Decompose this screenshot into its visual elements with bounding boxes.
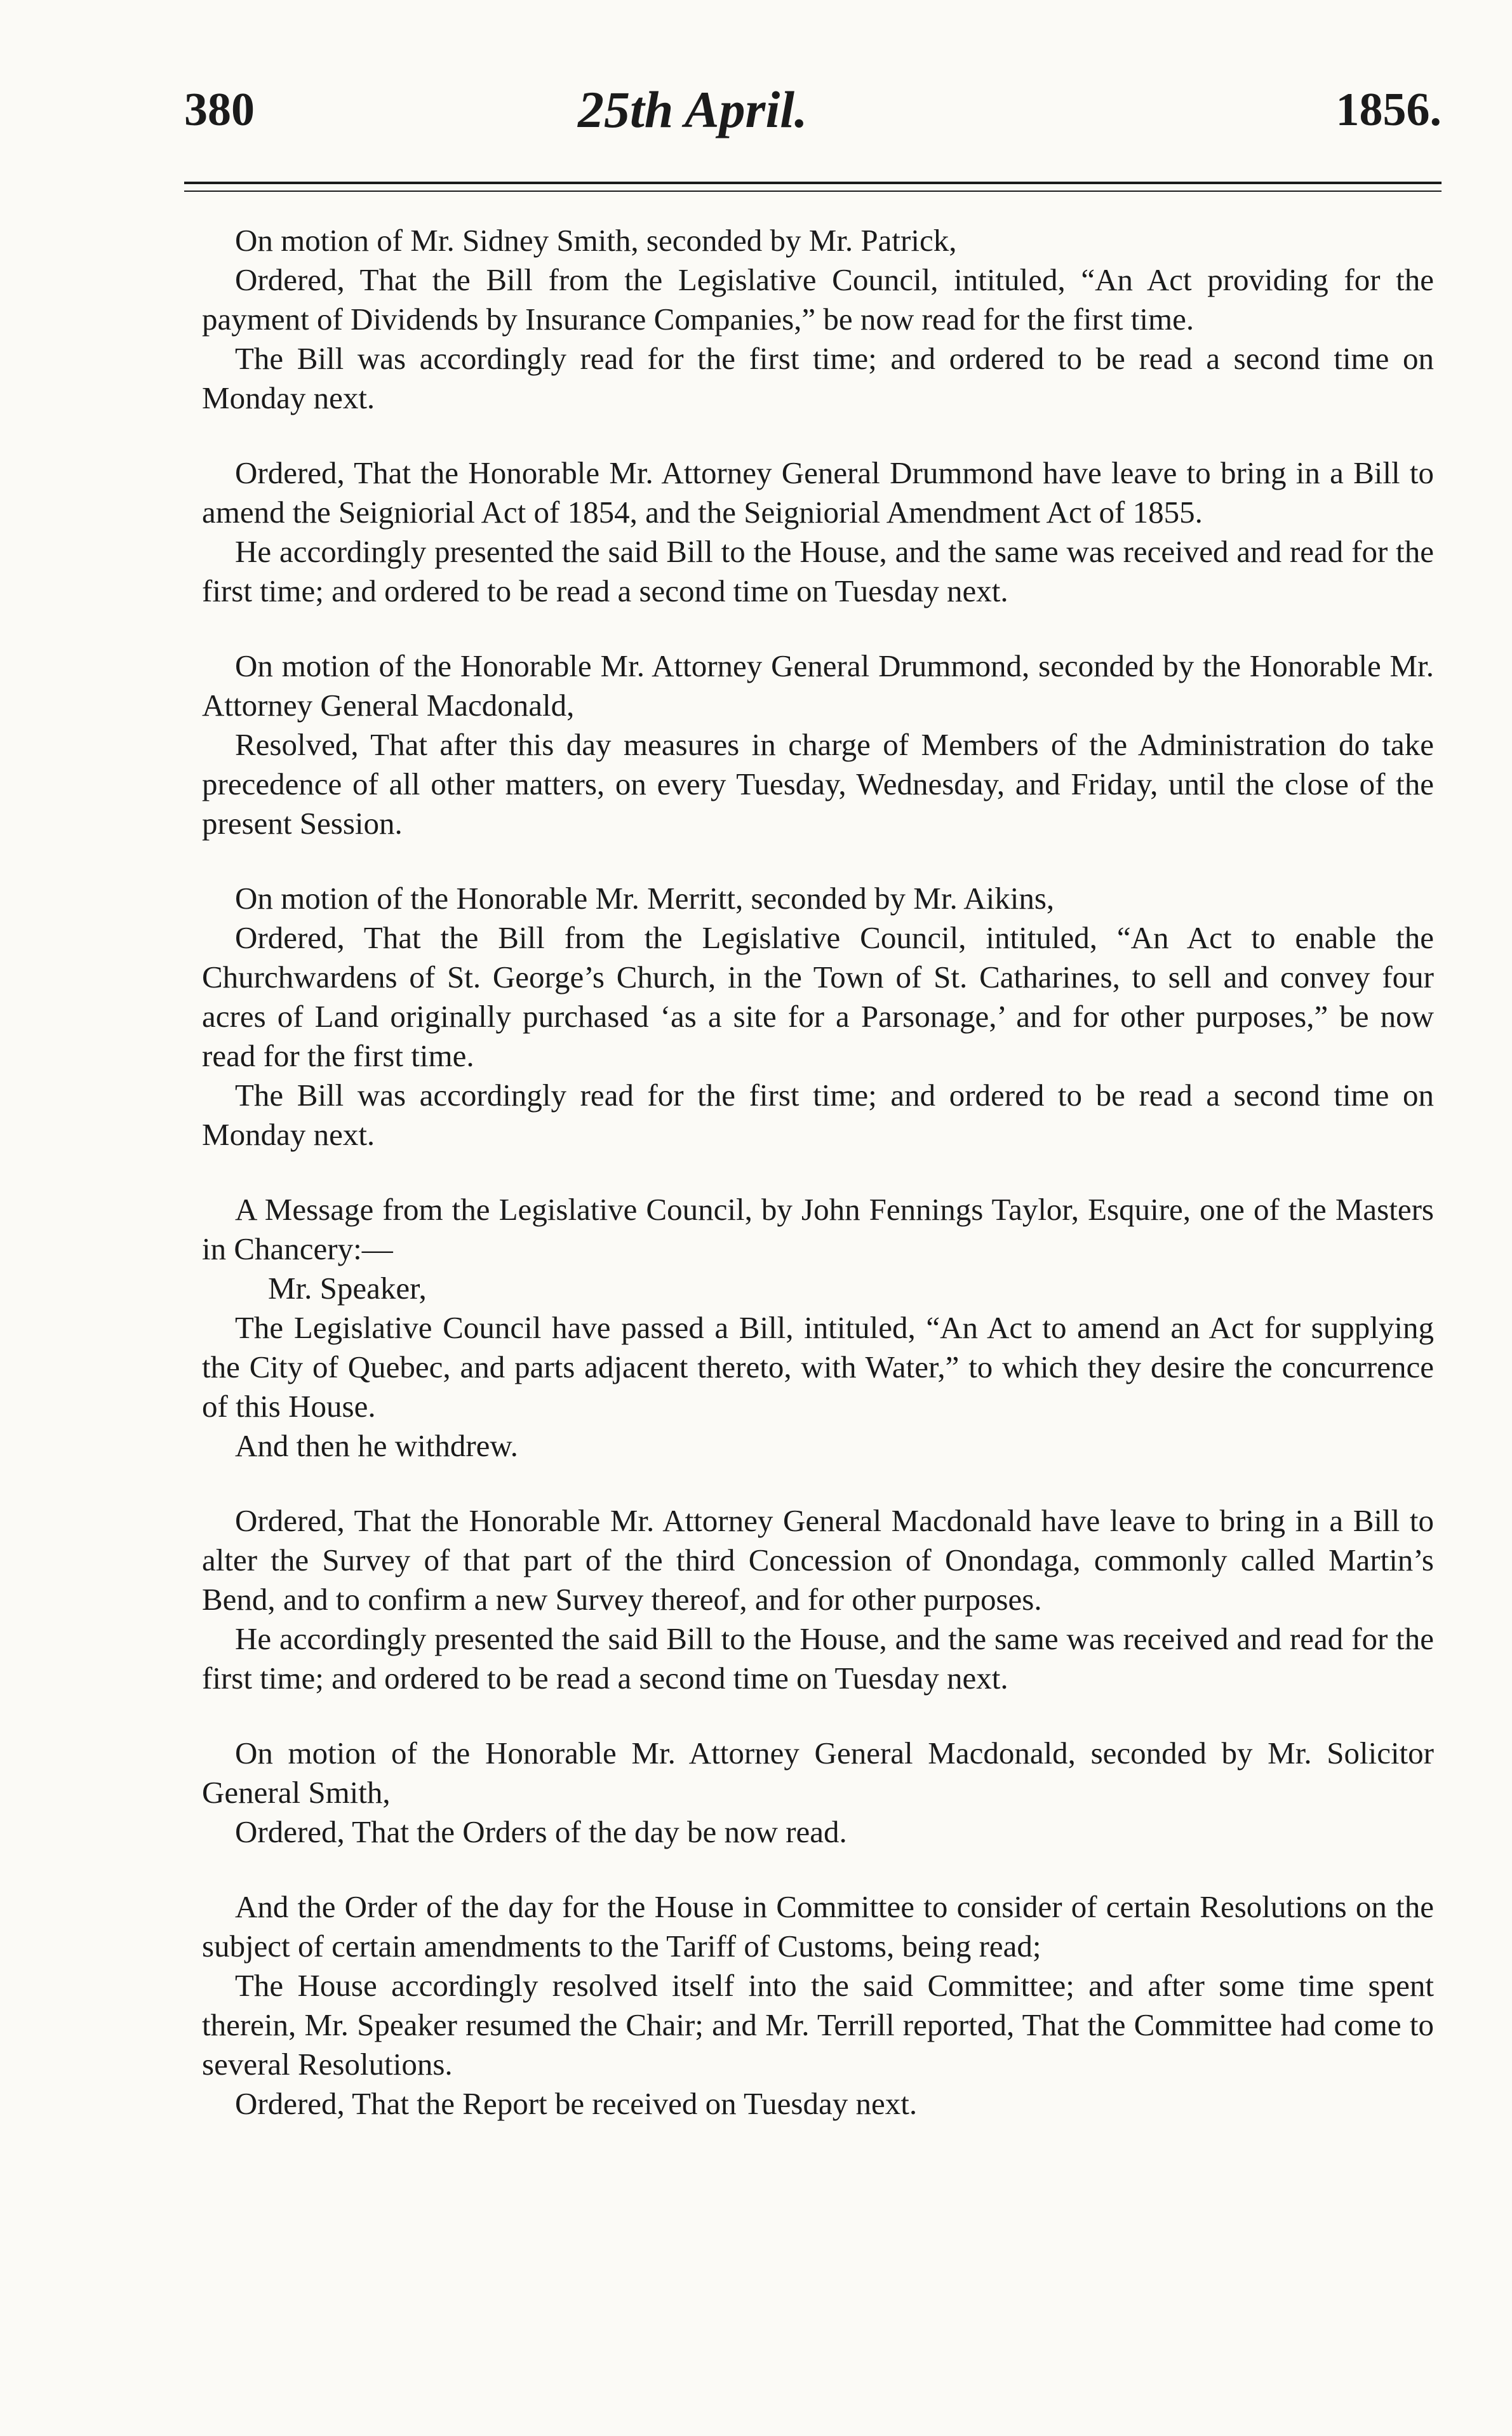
- paragraph: The Legislative Council have passed a Bill, intituled, “An Act to amend an Act for supplying the City of Quebec, and parts adjacent thereto, with Water,” to which they desire the concurrence of this House.: [202, 1310, 1434, 1424]
- paragraph: Mr. Speaker,: [268, 1271, 427, 1306]
- paragraph: On motion of the Honorable Mr. Attorney General Drummond, seconded by the Honorable Mr. Attorney General Macdonald,: [202, 648, 1434, 723]
- paragraph: On motion of Mr. Sidney Smith, seconded by Mr. Patrick,: [235, 223, 957, 258]
- paragraph: Ordered, That the Orders of the day be now read.: [235, 1814, 847, 1849]
- page-number: 380: [184, 84, 255, 136]
- paragraph: Resolved, That after this day measures in charge of Members of the Administration do take precedence of all other matters, on every Tuesday, Wednesday, and Friday, until the close of the present Session.: [202, 727, 1434, 841]
- paragraph: Ordered, That the Report be received on Tuesday next.: [235, 2086, 918, 2121]
- paragraph: The Bill was accordingly read for the first time; and ordered to be read a second time on Monday next.: [202, 341, 1434, 415]
- paragraph: And then he withdrew.: [235, 1428, 518, 1463]
- paragraph: On motion of the Honorable Mr. Attorney General Macdonald, seconded by Mr. Solicitor General Smith,: [202, 1736, 1434, 1810]
- paragraph: Ordered, That the Honorable Mr. Attorney General Macdonald have leave to bring in a Bill to alter the Survey of that part of the third Concession of Onondaga, commonly called Martin’s Bend, and to confirm a new Survey thereof, and for other purposes.: [202, 1503, 1434, 1617]
- page-header: [184, 75, 1442, 145]
- paragraph: A Message from the Legislative Council, by John Fennings Taylor, Esquire, one of the Masters in Chancery:—: [202, 1192, 1434, 1266]
- header-rule-thick: [184, 182, 1442, 184]
- journal-body: [202, 221, 1434, 2124]
- paragraph: The House accordingly resolved itself into the said Committee; and after some time spent therein, Mr. Speaker resumed the Chair; and Mr. Terrill reported, That the Committee had come to several Resolutions.: [202, 1968, 1434, 2082]
- paragraph: And the Order of the day for the House in Committee to consider of certain Resolutions on the subject of certain amendments to the Tariff of Customs, being read;: [202, 1889, 1434, 1964]
- paragraph: Ordered, That the Bill from the Legislative Council, intituled, “An Act to enable the Churchwardens of St. George’s Church, in the Town of St. Catharines, to sell and convey four acres of Land originally purchased ‘as a site for a Parsonage,’ and for other purposes,” be now read for the first time.: [202, 920, 1434, 1073]
- paragraph: He accordingly presented the said Bill to the House, and the same was received and read for the first time; and ordered to be read a second time on Tuesday next.: [202, 1621, 1434, 1696]
- paragraph: The Bill was accordingly read for the first time; and ordered to be read a second time on Monday next.: [202, 1078, 1434, 1152]
- page-date: 25th April.: [578, 81, 808, 138]
- paragraph: He accordingly presented the said Bill to the House, and the same was received and read for the first time; and ordered to be read a second time on Tuesday next.: [202, 534, 1434, 608]
- paragraph: On motion of the Honorable Mr. Merritt, seconded by Mr. Aikins,: [235, 881, 1055, 916]
- paragraph: Ordered, That the Bill from the Legislative Council, intituled, “An Act providing for the payment of Dividends by Insurance Companies,” be now read for the first time.: [202, 262, 1434, 337]
- paragraph: Ordered, That the Honorable Mr. Attorney General Drummond have leave to bring in a Bill to amend the Seigniorial Act of 1854, and the Seigniorial Amendment Act of 1855.: [202, 455, 1434, 530]
- page-year: 1856.: [1335, 84, 1442, 136]
- header-rule-thin: [184, 191, 1442, 192]
